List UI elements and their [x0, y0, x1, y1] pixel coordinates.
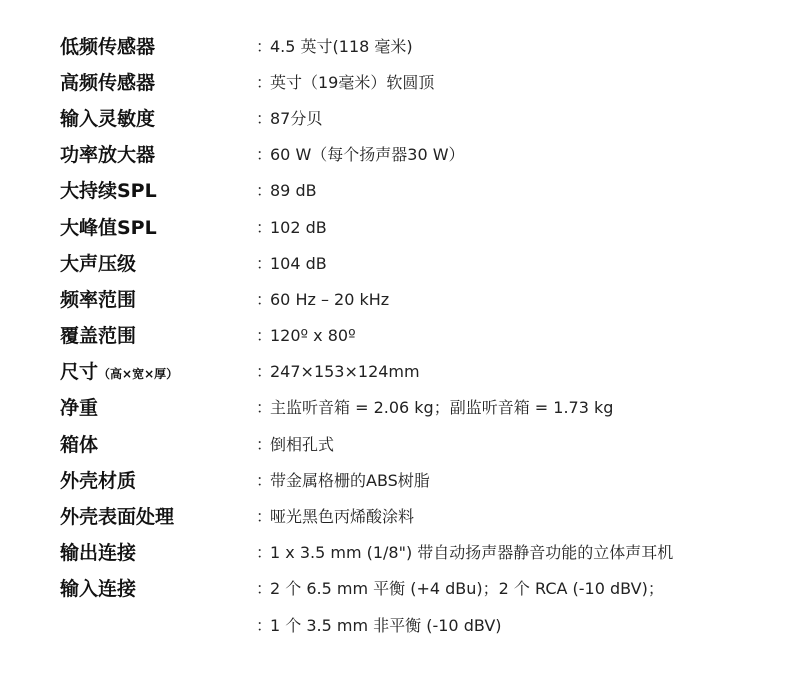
spec-row-input-connections: [60, 570, 760, 606]
separator: ：: [256, 543, 273, 563]
spec-label: 输出连接: [60, 542, 137, 565]
spec-row-cabinet-material: [60, 461, 760, 497]
spec-value: ：60 W（每个扬声器30 W）: [256, 142, 465, 165]
separator: ：: [256, 507, 273, 527]
spec-value: ：主监听音箱 = 2.06 kg；副监听音箱 = 1.73 kg: [256, 395, 613, 418]
spec-label: 输入连接: [60, 578, 137, 601]
spec-value: ：104 dB: [256, 251, 327, 274]
spec-row-output-connections: [60, 534, 760, 570]
spec-label: 覆盖范围: [60, 325, 137, 348]
spec-row-dimensions: [60, 353, 760, 389]
spec-value: ：1 个 3.5 mm 非平衡 (-10 dBV): [256, 613, 502, 636]
separator: ：: [256, 36, 273, 56]
spec-label: 外壳材质: [60, 469, 137, 492]
spec-value: ：哑光黑色丙烯酸涂料: [256, 504, 414, 527]
spec-row-max-continuous-spl: [60, 172, 760, 208]
separator: ：: [256, 289, 273, 309]
separator: ：: [256, 398, 273, 418]
separator: ：: [256, 579, 273, 599]
spec-value: ：4.5 英寸(118 毫米): [256, 34, 413, 57]
spec-row-input-sensitivity: [60, 99, 760, 135]
spec-label: 箱体: [60, 433, 99, 456]
spec-label: 输入灵敏度: [60, 107, 156, 130]
spec-label: 大峰值SPL: [60, 216, 157, 239]
separator: ：: [256, 362, 273, 382]
spec-value: ：2 个 6.5 mm 平衡 (+4 dBu)；2 个 RCA (-10 dBV)；: [256, 576, 664, 599]
spec-row-coverage: [60, 317, 760, 353]
spec-label: 低频传感器: [60, 35, 156, 58]
separator: ：: [256, 181, 273, 201]
spec-row-net-weight: [60, 389, 760, 425]
spec-label: 功率放大器: [60, 144, 156, 167]
spec-value: ：60 Hz – 20 kHz: [256, 287, 389, 310]
separator: ：: [256, 470, 273, 490]
spec-label: 尺寸（高×宽×厚）: [60, 361, 179, 384]
separator: ：: [256, 326, 273, 346]
separator: ：: [256, 615, 273, 635]
separator: ：: [256, 72, 273, 92]
separator: ：: [256, 434, 273, 454]
spec-value: ：87分贝: [256, 106, 322, 129]
separator: ：: [256, 253, 273, 273]
spec-value: ：120º x 80º: [256, 323, 356, 346]
spec-row-low-frequency-driver: [60, 27, 760, 63]
spec-value: ：89 dB: [256, 178, 317, 201]
spec-value: ：247×153×124mm: [256, 359, 420, 382]
spec-value: ：1 x 3.5 mm (1/8") 带自动扬声器静音功能的立体声耳机: [256, 540, 673, 563]
spec-label: 大声压级: [60, 252, 137, 275]
separator: ：: [256, 217, 273, 237]
spec-label: 高频传感器: [60, 71, 156, 94]
spec-row-cabinet-finish: [60, 497, 760, 533]
spec-label: 净重: [60, 397, 99, 420]
spec-table: [60, 27, 760, 642]
separator: ：: [256, 108, 273, 128]
spec-label: 大持续SPL: [60, 180, 157, 203]
spec-value: ：102 dB: [256, 215, 327, 238]
spec-row-max-sound-pressure: [60, 244, 760, 280]
spec-label: 频率范围: [60, 288, 137, 311]
spec-value: ：英寸（19毫米）软圆顶: [256, 70, 434, 93]
spec-label: 外壳表面处理: [60, 506, 175, 529]
spec-value: ：带金属格栅的ABS树脂: [256, 468, 430, 491]
spec-value: ：倒相孔式: [256, 432, 334, 455]
spec-row-frequency-range: [60, 280, 760, 316]
spec-row-max-peak-spl: [60, 208, 760, 244]
spec-row-high-frequency-driver: [60, 63, 760, 99]
spec-row-input-connections-continued: [60, 606, 760, 642]
separator: ：: [256, 145, 273, 165]
spec-row-power-amplifier: [60, 136, 760, 172]
spec-row-enclosure: [60, 425, 760, 461]
